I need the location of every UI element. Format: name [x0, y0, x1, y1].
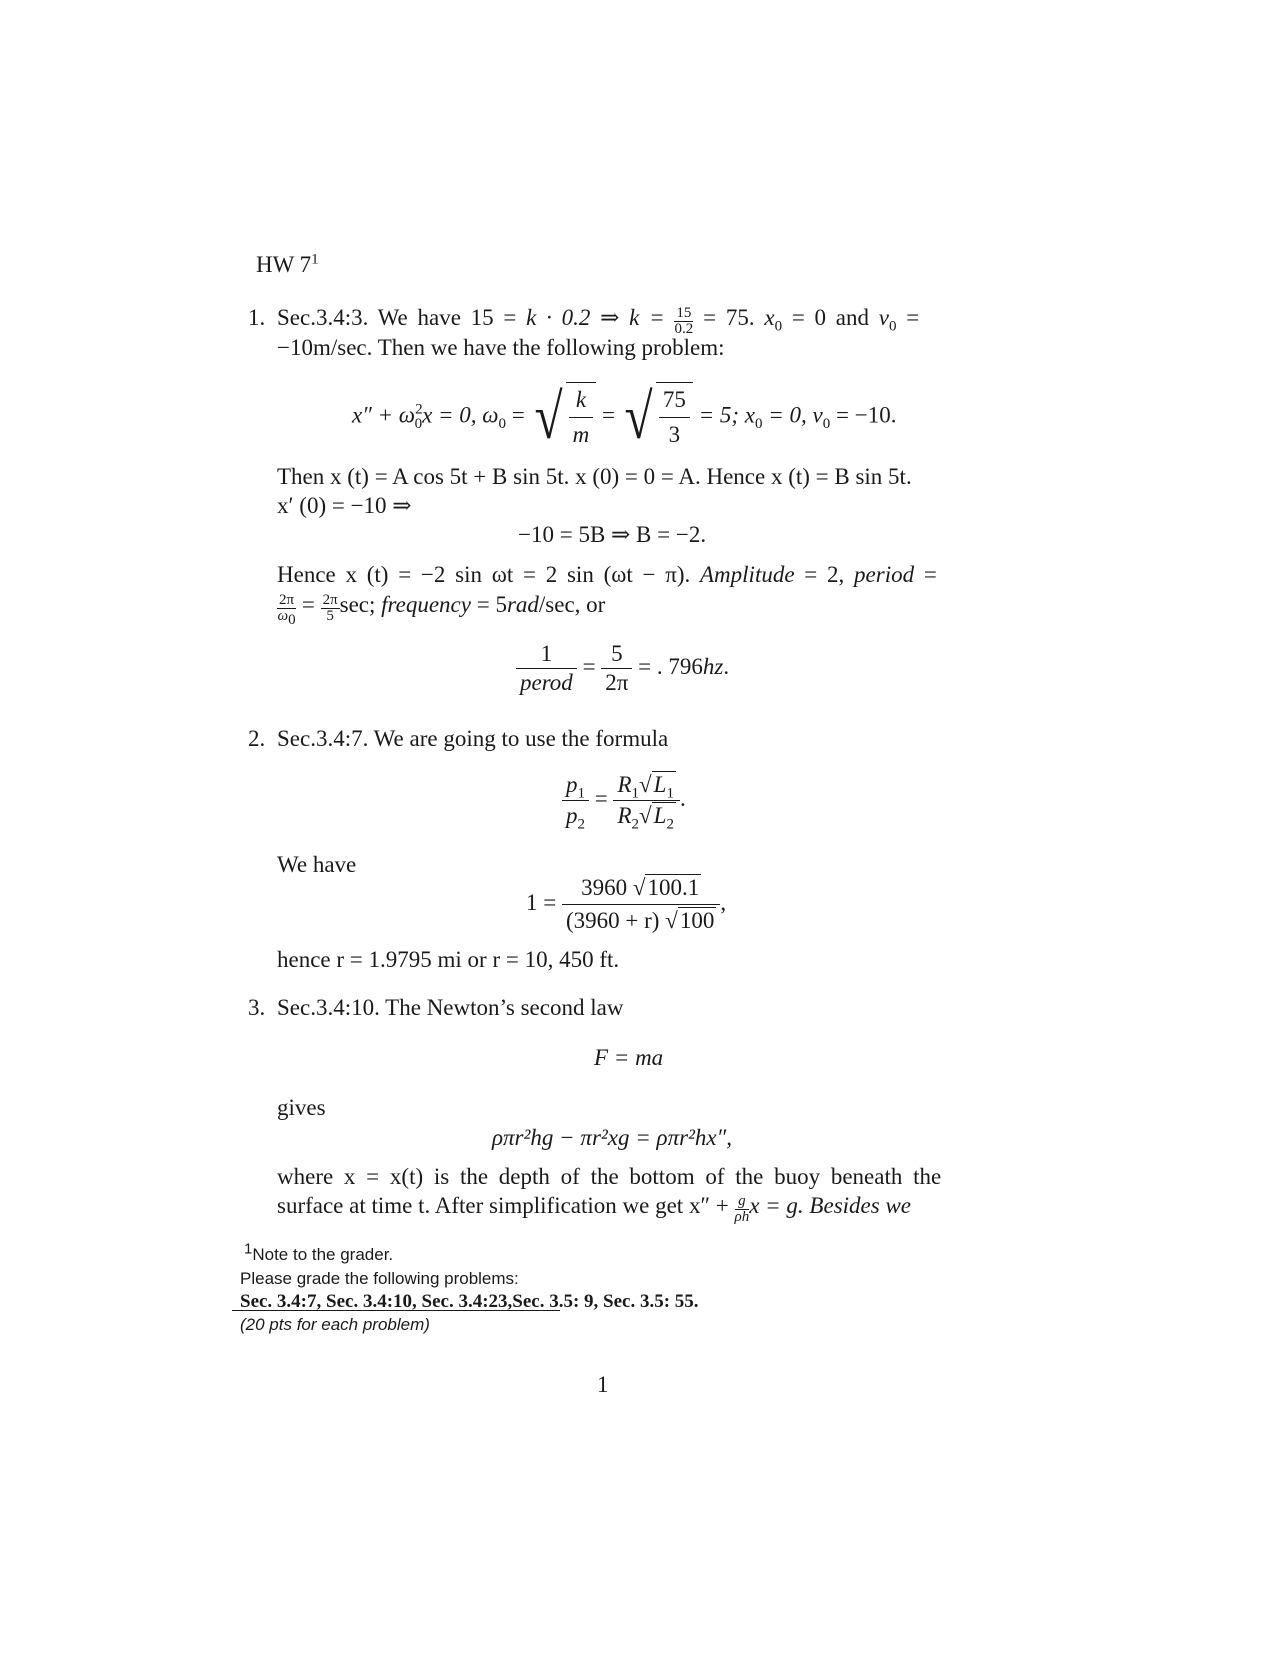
problem-2-number: 2.: [248, 726, 266, 751]
problem-2-formula: $\frac{p_1}{p_2}$ = $\frac{R_1√L_1}{R_2√L_2}$ .: [562, 770, 686, 831]
problem-1-number: 1.: [248, 305, 266, 330]
problem-3-equation-1: F = ma: [594, 1045, 664, 1070]
problem-3-where-line2: surface at time t. After simplification we get x″ + $\frac{g}{\rho h}$ x = g. Besides we: [277, 1193, 911, 1225]
footnote-line3: Sec. 3.4:7, Sec. 3.4:10, Sec. 3.4:23,Sec. 3.5: 9, Sec. 3.5: 55.: [240, 1291, 699, 1312]
problem-2-we-have: We have: [277, 852, 357, 877]
problem-1-hence-line2: $\frac{2\pi}{\omega_0}$ = $\frac{2\pi}{5}$ sec; frequency = 5rad/sec, or: [277, 592, 606, 628]
problem-3-gives: gives: [277, 1095, 326, 1120]
problem-1-line1: Sec.3.4:3. We have 15 = k · 0.2 ⇒ k = $\frac{15}{0.2}$ = 75. $x_0 = 0$ and $v_0$ =: [277, 305, 920, 337]
problem-3-equation-2: ρπr²hg − πr²xg = ρπr²hx″,: [492, 1125, 732, 1150]
problem-3-number: 3.: [248, 995, 266, 1020]
problem-1-then-line2: x′ (0) = −10 ⇒: [277, 493, 412, 518]
problem-1-hence-line1: Hence x (t) = −2 sin ωt = 2 sin (ωt − π). Amplitude = 2, period =: [277, 562, 937, 587]
page-number: 1: [597, 1372, 609, 1397]
footnote-line4: (20 pts for each problem): [240, 1315, 430, 1334]
problem-1-then-line1: Then x (t) = A cos 5t + B sin 5t. x (0) = 0 = A. Hence x (t) = B sin 5t.: [277, 464, 912, 489]
problem-1-equation-2: −10 = 5B ⇒ B = −2.: [518, 522, 707, 547]
problem-2-intro: Sec.3.4:7. We are going to use the formula: [277, 726, 669, 751]
page-title: HW $7^1$: [256, 251, 319, 277]
problem-2-result: hence r = 1.9795 mi or r = 10, 450 ft.: [277, 947, 620, 972]
footnote-line1: $^1$Note to the grader.: [244, 1240, 394, 1264]
problem-1-equation-3: $\frac{1}{\text{perod}}$ = $\frac{5}{2\pi}$ = . 796hz.: [516, 640, 729, 697]
problem-1-equation-1: $x'' + \omega^2_0x = 0$, $\omega_0$ = √ $\frac{k}{m}$ = √ $\frac{75}{3}$ = 5; $x_0 = 0$, $v_0 = -10$.: [352, 381, 897, 452]
footnote-line2: Please grade the following problems:: [240, 1269, 519, 1288]
problem-3-intro: Sec.3.4:10. The Newton’s second law: [277, 995, 624, 1020]
problem-2-equation-2: 1 = $\frac{3960 √100.1}{(3960 + r) √100}$ ,: [526, 872, 726, 937]
problem-3-where-line1: where x = x(t) is the depth of the bottom of the buoy beneath the: [277, 1164, 942, 1189]
problem-1-line2: −10m/sec. Then we have the following problem:: [277, 335, 725, 360]
